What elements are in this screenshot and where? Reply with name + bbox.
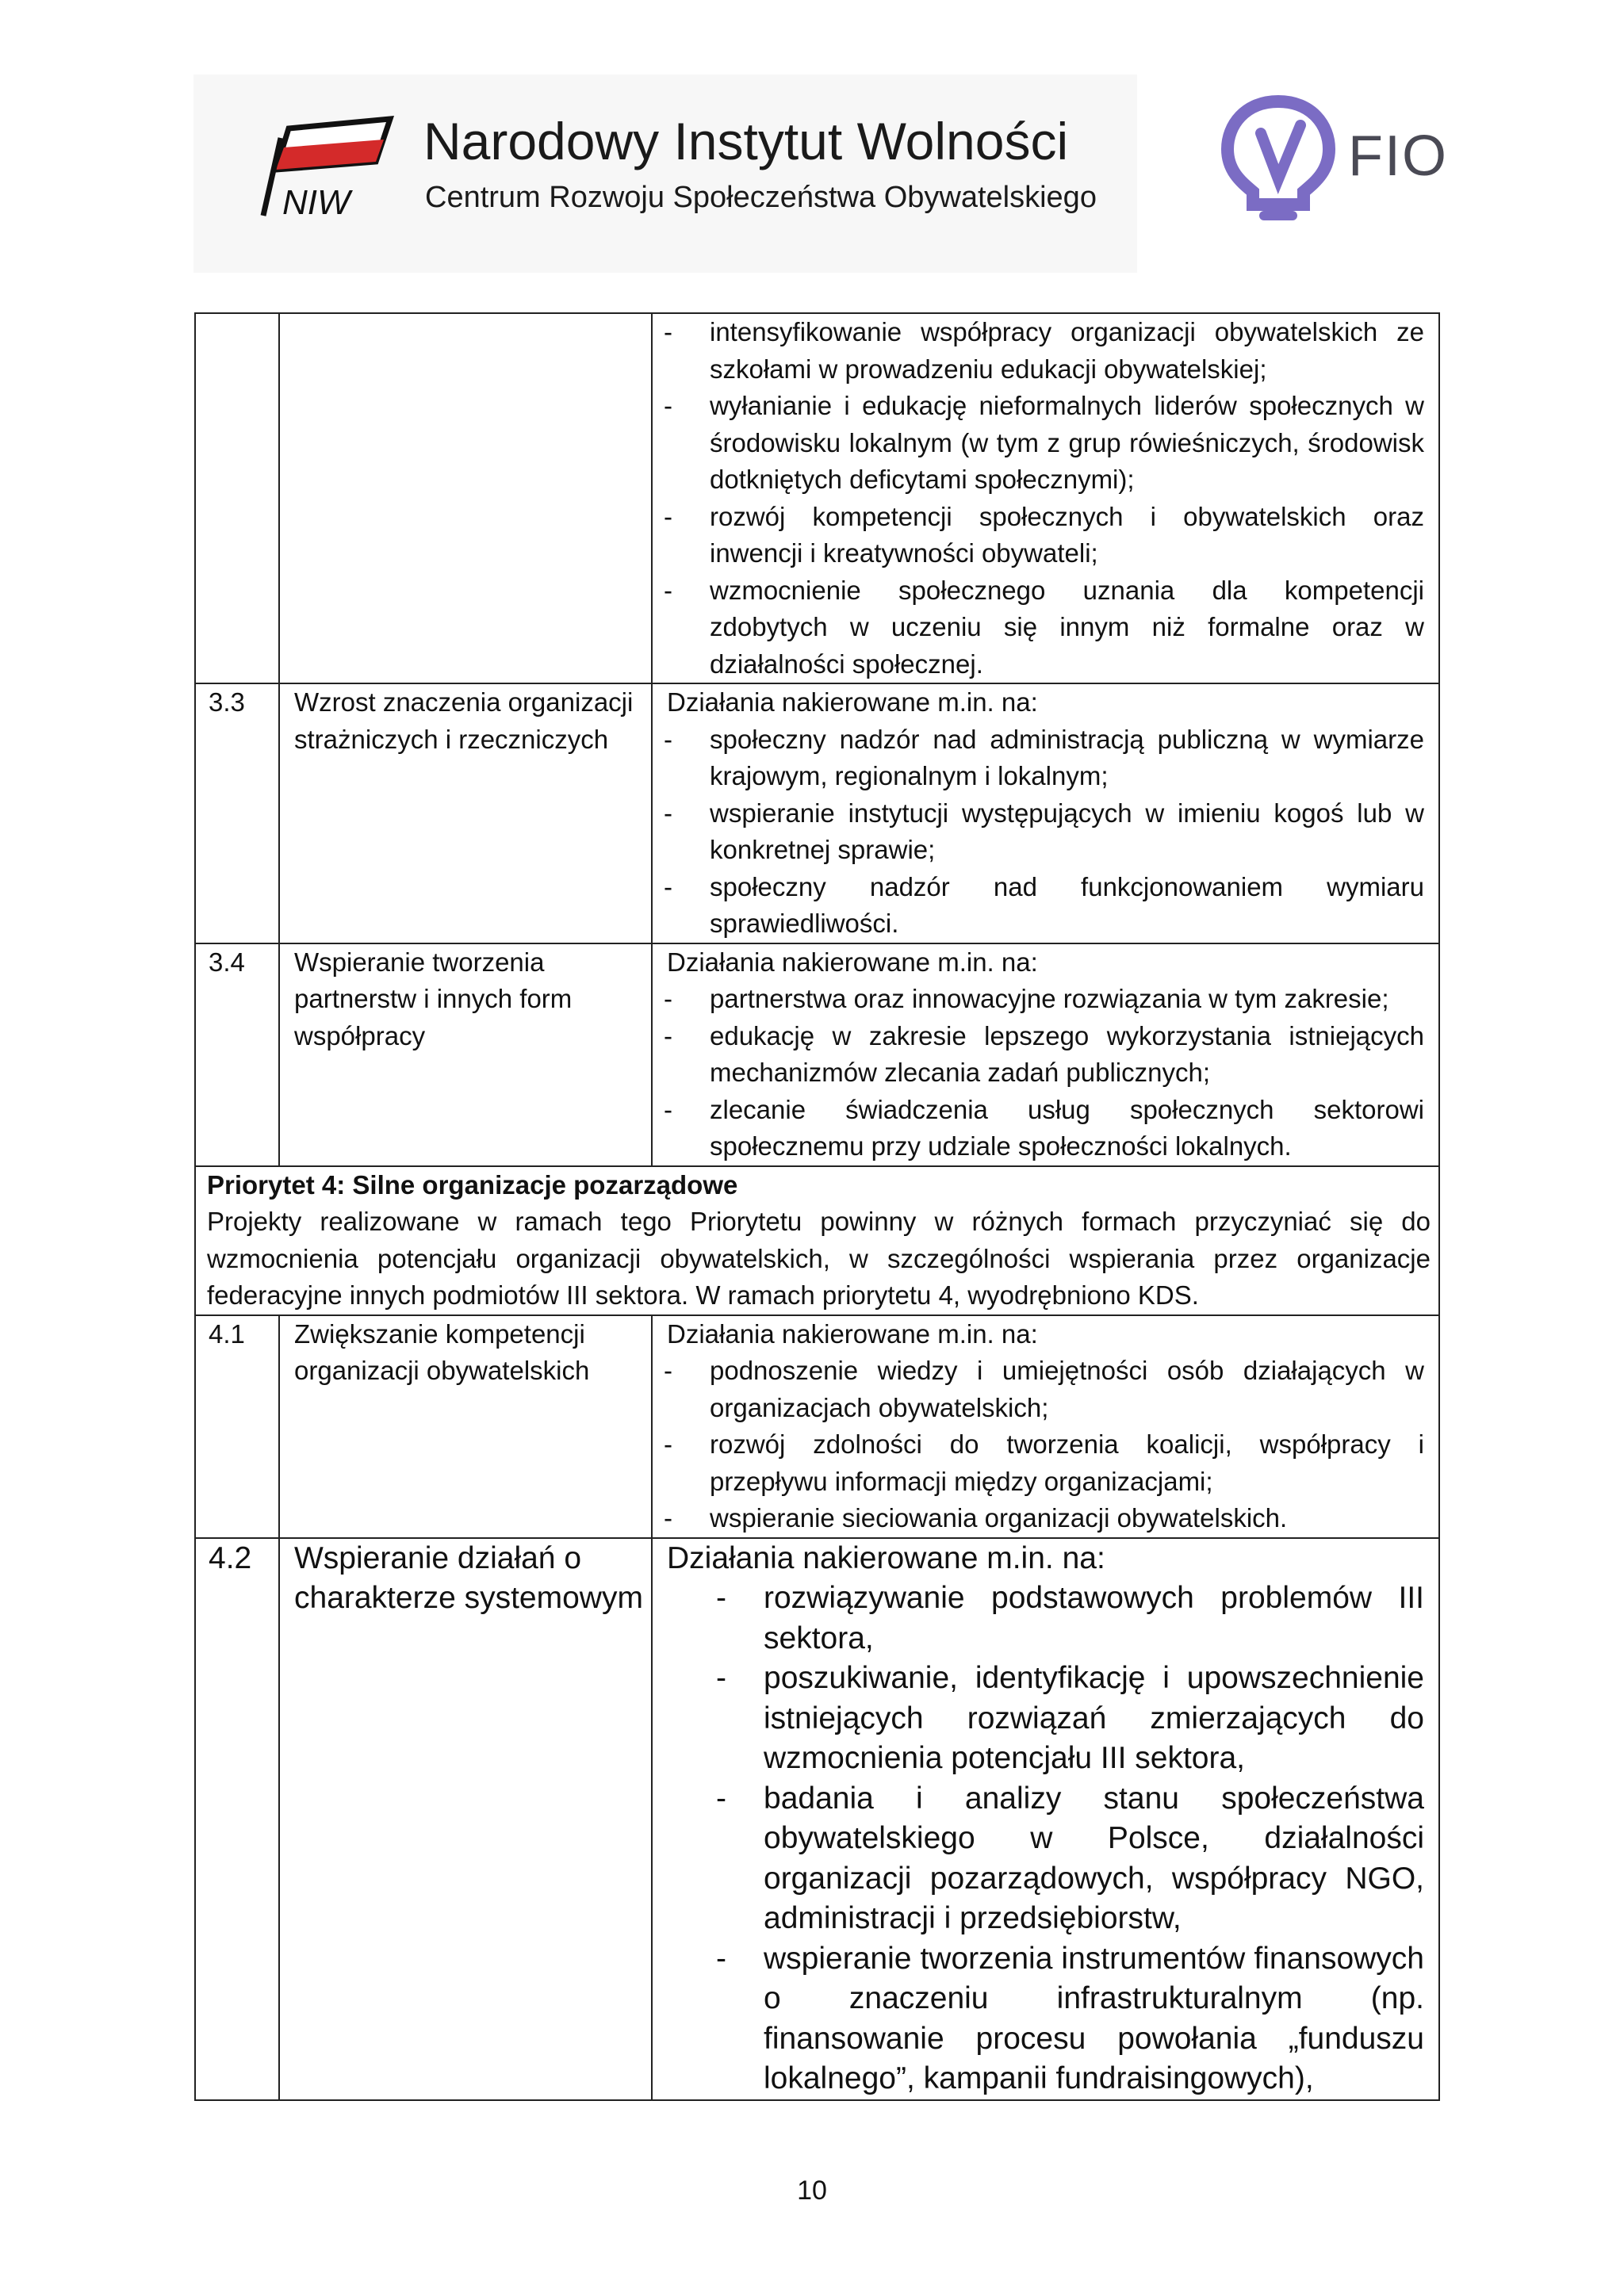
- table-row: [195, 1538, 1439, 2100]
- fio-logo: [1221, 94, 1459, 228]
- niw-logo: [257, 114, 400, 225]
- institute-subtitle: Centrum Rozwoju Społeczeństwa Obywatelskiego: [425, 181, 1097, 214]
- list-item: - partnerstwa oraz innowacyjne rozwiązania w tym zakresie;: [664, 981, 1424, 1018]
- table-row: [195, 1315, 1439, 1538]
- table-row: [195, 313, 1439, 683]
- action-list: [664, 314, 1424, 683]
- row-name: Wspieranie tworzenia partnerstw i innych form współpracy: [279, 943, 652, 1166]
- page-header: [193, 75, 1137, 273]
- priority-cell: [195, 1166, 1439, 1315]
- list-item: - badania i analizy stanu społeczeństwa obywatelskiego w Polsce, działalności organizacji pozarządowych, współpracy NGO, administracji i przedsiębiorstw,: [664, 1779, 1424, 1939]
- list-item: - wspieranie sieciowania organizacji obywatelskich.: [664, 1500, 1424, 1537]
- list-item: - społeczny nadzór nad funkcjonowaniem wymiaru sprawiedliwości.: [664, 869, 1424, 943]
- row-name: Wspieranie działań o charakterze systemowym: [279, 1538, 652, 2100]
- row-intro: Działania nakierowane m.in. na:: [667, 947, 1038, 977]
- list-item: - edukację w zakresie lepszego wykorzystania istniejących mechanizmów zlecania zadań publicznych;: [664, 1018, 1424, 1092]
- action-list: [664, 721, 1424, 943]
- fio-logo-text: FIO: [1348, 124, 1448, 188]
- row-description: [652, 943, 1439, 1166]
- row-number: 3.4: [195, 943, 279, 1166]
- list-item: - społeczny nadzór nad administracją publiczną w wymiarze krajowym, regionalnym i lokalnym;: [664, 721, 1424, 795]
- list-item: - wzmocnienie społecznego uznania dla kompetencji zdobytych w uczeniu się innym niż formalne oraz w działalności społecznej.: [664, 572, 1424, 683]
- list-item: - rozwój kompetencji społecznych i obywatelskich oraz inwencji i kreatywności obywateli;: [664, 499, 1424, 572]
- priority-title: Priorytet 4: Silne organizacje pozarządowe: [207, 1169, 738, 1200]
- table-row: [195, 943, 1439, 1166]
- list-item: - zlecanie świadczenia usług społecznych sektorowi społecznemu przy udziale społeczności lokalnych.: [664, 1092, 1424, 1165]
- row-intro: Działania nakierowane m.in. na:: [667, 1318, 1038, 1349]
- list-item: - intensyfikowanie współpracy organizacji obywatelskich ze szkołami w prowadzeniu edukacji obywatelskiej;: [664, 314, 1424, 388]
- institute-name: Narodowy Instytut Wolności: [423, 112, 1069, 170]
- row-intro: Działania nakierowane m.in. na:: [667, 1540, 1105, 1575]
- list-item: - rozwój zdolności do tworzenia koalicji, współpracy i przepływu informacji między organizacjami;: [664, 1426, 1424, 1500]
- row-description: [652, 1315, 1439, 1538]
- priority-text: Projekty realizowane w ramach tego Priorytetu powinny w różnych formach przyczyniać się do wzmocnienia potencjału organizacji obywatelskich, w szczególności wspierania przez organizacje federacyjne innych podmiotów III sektora. W ramach priorytetu 4, wyodrębniono KDS.: [207, 1207, 1431, 1310]
- row-intro: Działania nakierowane m.in. na:: [667, 687, 1038, 717]
- row-description: [652, 683, 1439, 943]
- row-number: 4.1: [195, 1315, 279, 1538]
- action-list: [664, 1353, 1424, 1537]
- row-name: Zwiększanie kompetencji organizacji obywatelskich: [279, 1315, 652, 1538]
- lightbulb-icon: [1221, 94, 1348, 228]
- priorities-table: [194, 312, 1440, 2101]
- table-row: [195, 683, 1439, 943]
- list-item: - rozwiązywanie podstawowych problemów III sektora,: [664, 1578, 1424, 1659]
- list-item: - wspieranie instytucji występujących w imieniu kogoś lub w konkretnej sprawie;: [664, 795, 1424, 869]
- row-name: [279, 313, 652, 683]
- priority-row: [195, 1166, 1439, 1315]
- page-number: 10: [797, 2175, 827, 2206]
- action-list: [664, 1578, 1424, 2099]
- list-item: - wspieranie tworzenia instrumentów finansowych o znaczeniu infrastrukturalnym (np. finansowanie procesu powołania „funduszu lokalnego”, kampanii fundraisingowych),: [664, 1939, 1424, 2099]
- action-list: [664, 981, 1424, 1165]
- row-number: [195, 313, 279, 683]
- row-description: [652, 313, 1439, 683]
- list-item: - wyłanianie i edukację nieformalnych liderów społecznych w środowisku lokalnym (w tym z grup rówieśniczych, środowisk dotkniętych deficytami społecznymi);: [664, 388, 1424, 499]
- niw-logo-text: NIW: [282, 183, 350, 222]
- list-item: - poszukiwanie, identyfikację i upowszechnienie istniejących rozwiązań zmierzających do wzmocnienia potencjału III sektora,: [664, 1659, 1424, 1779]
- list-item: - podnoszenie wiedzy i umiejętności osób działających w organizacjach obywatelskich;: [664, 1353, 1424, 1426]
- row-description: [652, 1538, 1439, 2100]
- row-name: Wzrost znaczenia organizacji strażniczych i rzeczniczych: [279, 683, 652, 943]
- row-number: 3.3: [195, 683, 279, 943]
- row-number: 4.2: [195, 1538, 279, 2100]
